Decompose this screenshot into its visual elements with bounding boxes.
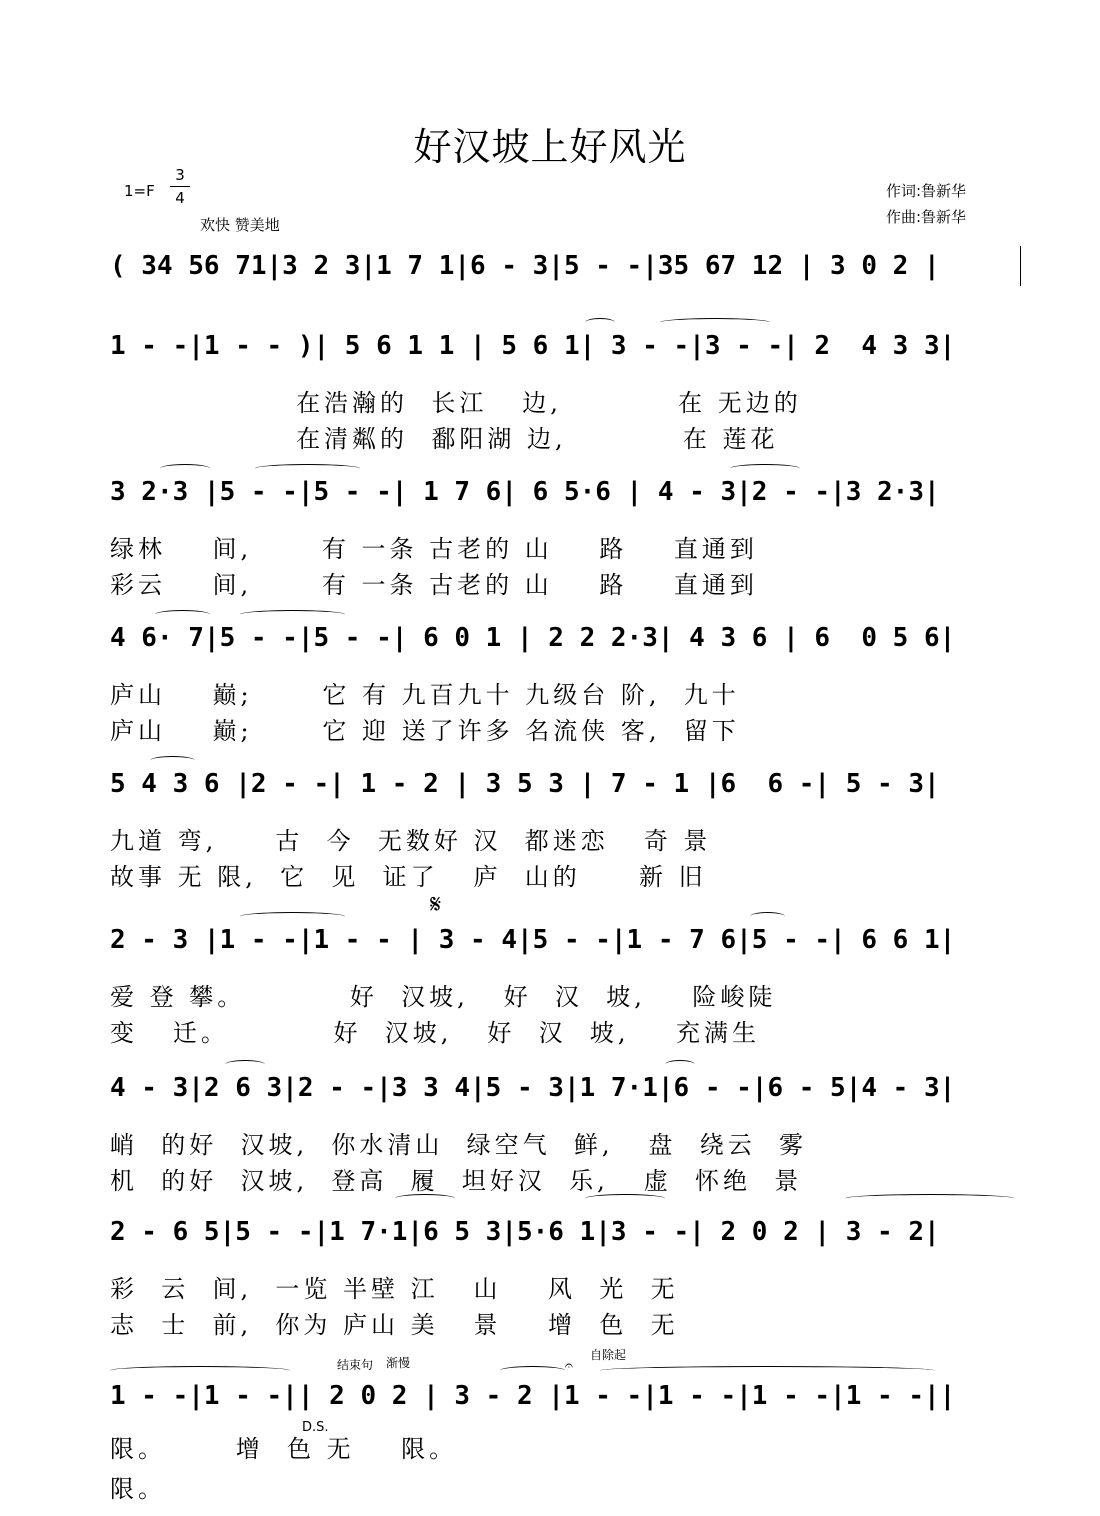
lyric-verse-2: 庐山 巅; 它 迎 送了许多 名流侠 客, 留下 [110, 717, 740, 745]
melody-line: ( 34 56 71|3 2 3|1 7 1|6 - 3|5 - -|35 67 12 | 3 0 2 | [110, 251, 940, 281]
to-coda-marking: 结束句 [337, 1358, 374, 1372]
staff-line-2 [0, 326, 1100, 453]
staff-line-1 [0, 246, 1100, 326]
staff-line-9 [0, 1348, 1100, 1503]
fermata-icon: 𝄐 [565, 1358, 573, 1374]
lyric-verse-1: 限。 增 色 无 限。 [110, 1435, 458, 1463]
tie-slur [600, 1366, 935, 1375]
lyric-verse-1: 彩 云 间, 一览 半壁 江 山 风 光 无 [110, 1275, 679, 1303]
lyric-verse-1: 峭 的好 汉坡, 你水清山 绿空气 鲜, 盘 绕云 雾 [110, 1131, 807, 1159]
staff-line-5 [0, 764, 1100, 891]
staff-line-4 [0, 618, 1100, 745]
tie-slur [750, 912, 785, 921]
melody-line: 3 2·3 |5 - -|5 - -| 1 7 6| 6 5·6 | 4 - 3|2 - -|3 2·3| [110, 477, 940, 507]
lyric-verse-2: 机 的好 汉坡, 登高 履 坦好汉 乐, 虚 怀绝 景 [110, 1167, 803, 1195]
staff-line-6 [0, 890, 1100, 1047]
tie-slur [660, 318, 770, 327]
lyric-verse-2: 志 士 前, 你为 庐山 美 景 增 色 无 [110, 1311, 679, 1339]
tie-slur [845, 1194, 1015, 1203]
melody-line: 1 - -|1 - - )| 5 6 1 1 | 5 6 1| 3 - -|3 - -| 2 4 3 3| [110, 331, 956, 361]
staff-line-3 [0, 472, 1100, 599]
lyric-verse-1: 九道 弯, 古 今 无数好 汉 都迷恋 奇 景 [110, 827, 712, 855]
ritardando-marking: 渐慢 [386, 1356, 411, 1370]
tie-slur [255, 464, 360, 473]
tempo-marking: 欢快 赞美地 [200, 216, 280, 234]
lyric-verse-2: 限。 [110, 1475, 166, 1503]
segno-sign: 𝄋 [430, 890, 442, 920]
melody-line: 4 - 3|2 6 3|2 - -|3 3 4|5 - 3|1 7·1|6 - -|6 - 5|4 - 3| [110, 1073, 956, 1103]
page-title: 好汉坡上好风光 [413, 125, 687, 169]
lyric-verse-2: 故事 无 限, 它 见 证了 庐 山的 新 旧 [110, 863, 707, 891]
time-signature-numerator: 3 [175, 166, 185, 184]
lyric-verse-1: 庐山 巅; 它 有 九百九十 九级台 阶, 九十 [110, 681, 740, 709]
tie-slur [240, 912, 345, 921]
tie-slur [585, 318, 615, 327]
composer-credit: 作曲:鲁新华 [886, 208, 967, 226]
barline [1020, 246, 1021, 286]
tie-slur [500, 1366, 565, 1375]
tie-slur [395, 1194, 455, 1203]
key-signature: 1=F [124, 182, 155, 200]
tie-slur [150, 756, 195, 765]
tie-slur [585, 1194, 665, 1203]
melody-line: 4 6· 7|5 - -|5 - -| 6 0 1 | 2 2 2·3| 4 3 6 | 6 0 5 6| [110, 623, 956, 653]
melody-line: 2 - 6 5|5 - -|1 7·1|6 5 3|5·6 1|3 - -| 2 0 2 | 3 - 2| [110, 1217, 940, 1247]
lyric-verse-1: 爱 登 攀。 好 汉坡, 好 汉 坡, 险峻陡 [110, 983, 777, 1011]
melody-line: 1 - -|1 - -|| 2 0 2 | 3 - 2 |1 - -|1 - -|1 - -|1 - -|| [110, 1381, 956, 1411]
time-signature-denominator: 4 [170, 186, 190, 209]
tie-slur [665, 1060, 695, 1069]
melody-line: 2 - 3 |1 - -|1 - - | 3 - 4|5 - -|1 - 7 6|5 - -| 6 6 1| [110, 925, 956, 955]
time-signature [170, 164, 190, 209]
dal-segno-marking: D.S. [302, 1420, 329, 1435]
lyric-verse-2: 彩云 间, 有 一条 古老的 山 路 直通到 [110, 571, 758, 599]
lyricist-credit: 作词:鲁新华 [886, 182, 967, 200]
tie-slur [155, 610, 210, 619]
staff-line-8 [0, 1212, 1100, 1339]
staff-line-7 [0, 1068, 1100, 1195]
tie-slur [240, 610, 345, 619]
lyric-verse-1: 在浩瀚的 长江 边, 在 无边的 [110, 389, 802, 417]
tie-slur [160, 464, 210, 473]
lyric-verse-2: 在清粼的 鄱阳湖 边, 在 莲花 [110, 425, 779, 453]
performance-note: 自除起 [590, 1348, 627, 1362]
lyric-verse-2: 变 迁。 好 汉坡, 好 汉 坡, 充满生 [110, 1019, 760, 1047]
melody-line: 5 4 3 6 |2 - -| 1 - 2 | 3 5 3 | 7 - 1 |6 6 -| 5 - 3| [110, 769, 940, 799]
tie-slur [730, 464, 800, 473]
lyric-verse-1: 绿林 间, 有 一条 古老的 山 路 直通到 [110, 535, 758, 563]
tie-slur [110, 1366, 290, 1375]
tie-slur [225, 1060, 265, 1069]
